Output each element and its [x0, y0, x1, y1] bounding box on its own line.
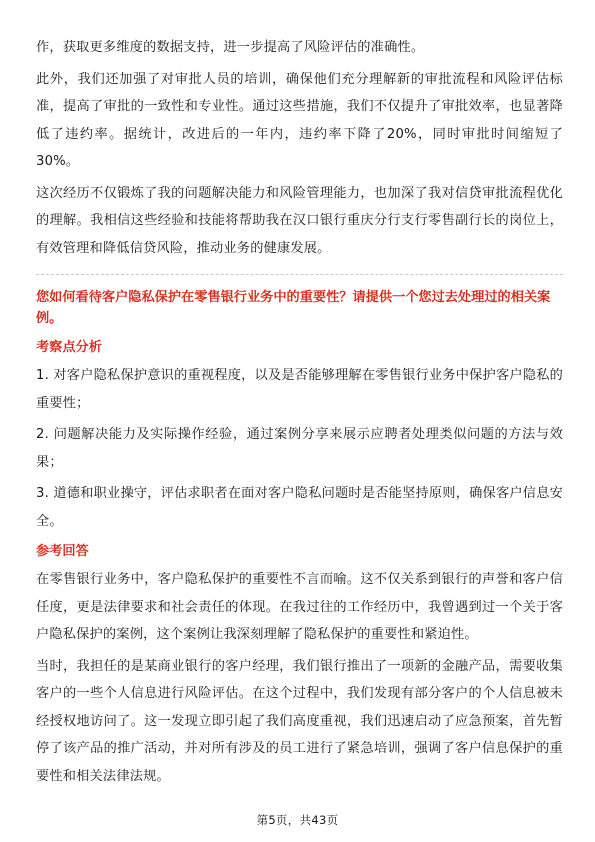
- analysis-heading: 考察点分析: [36, 340, 102, 355]
- intro-paragraph-3: 这次经历不仅锻炼了我的问题解决能力和风险管理能力，也加深了我对信贷审批流程优化的理解。我相信这些经验和技能将帮助我在汉口银行重庆分行支行零售副行长的岗位上，有效管理和降低信贷风险，推动业务的健康发展。: [36, 185, 563, 256]
- page-number: 第5页，共43页: [256, 813, 339, 827]
- section-divider: [36, 274, 563, 275]
- intro-paragraph-1: 作，获取更多维度的数据支持，进一步提高了风险评估的准确性。: [36, 40, 425, 55]
- analysis-item-3: 3. 道德和职业操守，评估求职者在面对客户隐私问题时是否能坚持原则，确保客户信息安全。: [36, 486, 563, 529]
- answer-paragraph-2: 当时，我担任的是某商业银行的客户经理，我们银行推出了一项新的金融产品，需要收集客户的一些个人信息进行风险评估。在这个过程中，我们发现有部分客户的个人信息被未经授权地访问了。这一发现立即引起了我们高度重视，我们迅速启动了应急预案，首先暂停了该产品的推广活动，并对所有涉及的员工进行了紧急培训，强调了客户信息保护的重要性和相关法律法规。: [36, 658, 563, 784]
- answer-paragraph-1: 在零售银行业务中，客户隐私保护的重要性不言而喻。这不仅关系到银行的声誉和客户信任度，更是法律要求和社会责任的体现。在我过往的工作经历中，我曾遇到过一个关于客户隐私保护的案例，这个案例让我深刻理解了隐私保护的重要性和紧迫性。: [36, 572, 563, 642]
- intro-paragraph-2: 此外，我们还加强了对审批人员的培训，确保他们充分理解新的审批流程和风险评估标准，提高了审批的一致性和专业性。通过这些措施，我们不仅提升了审批效率，也显著降低了违约率。据统计，改进后的一年内，违约率下降了20%，同时审批时间缩短了30%。: [36, 71, 563, 169]
- interview-question: 您如何看待客户隐私保护在零售银行业务中的重要性？请提供一个您过去处理过的相关案例。: [36, 290, 551, 326]
- answer-heading: 参考回答: [36, 544, 89, 559]
- page-content: [36, 34, 563, 794]
- analysis-item-1: 1. 对客户隐私保护意识的重视程度，以及是否能够理解在零售银行业务中保护客户隐私的重要性；: [36, 368, 563, 411]
- analysis-item-2: 2. 问题解决能力及实际操作经验，通过案例分享来展示应聘者处理类似问题的方法与效果；: [36, 427, 563, 470]
